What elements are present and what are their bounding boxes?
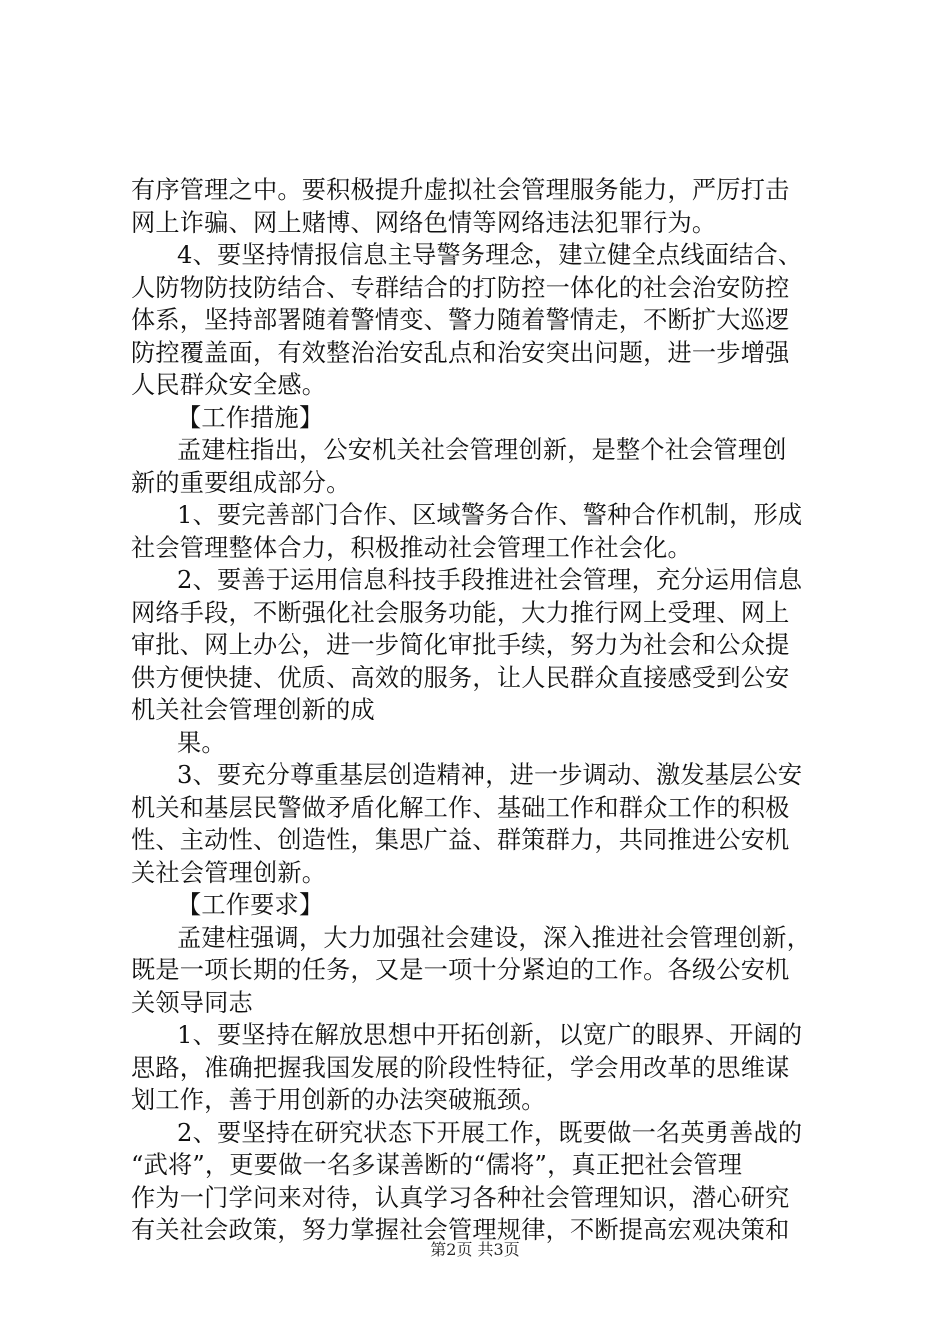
text-line: 【工作要求】 xyxy=(177,891,324,919)
text-line: 社会管理整体合力，积极推动社会管理工作社会化。 xyxy=(131,533,692,562)
text-line: 人民群众安全感。 xyxy=(131,371,327,399)
text-line: 果。 xyxy=(177,728,226,757)
text-line: 网上诈骗、网上赌博、网络色情等网络违法犯罪行为。 xyxy=(131,208,717,237)
text-line: 2、要善于运用信息科技手段推进社会管理，充分运用信息 xyxy=(177,566,803,594)
text-line: 孟建柱强调，大力加强社会建设，深入推进社会管理创新， xyxy=(177,923,812,952)
text-line: 4、要坚持情报信息主导警务理念，建立健全点线面结合、 xyxy=(177,241,803,269)
text-line: 人防物防技防结合、专群结合的打防控一体化的社会治安防控 xyxy=(131,273,790,302)
text-line: 既是一项长期的任务，又是一项十分紧迫的工作。各级公安机 xyxy=(131,956,790,984)
text-line: 有序管理之中。要积极提升虚拟社会管理服务能力，严厉打击 xyxy=(131,176,790,204)
text-line: 性、主动性、创造性，集思广益、群策群力，共同推进公安机 xyxy=(131,826,790,854)
document-body xyxy=(131,174,831,1247)
text-line: 1、要完善部门合作、区域警务合作、警种合作机制，形成 xyxy=(177,501,803,529)
text-line: 【工作措施】 xyxy=(177,403,324,432)
text-line: 3、要充分尊重基层创造精神，进一步调动、激发基层公安 xyxy=(177,761,803,789)
text-line: 划工作，善于用创新的办法突破瓶颈。 xyxy=(131,1086,546,1114)
text-line: 供方便快捷、优质、高效的服务，让人民群众直接感受到公安 xyxy=(131,663,790,692)
text-line: 体系，坚持部署随着警情变、警力随着警情走，不断扩大巡逻 xyxy=(131,306,790,334)
text-line: 机关社会管理创新的成 xyxy=(131,696,375,724)
text-line: 孟建柱指出，公安机关社会管理创新，是整个社会管理创 xyxy=(177,436,787,464)
text-line: 机关和基层民警做矛盾化解工作、基础工作和群众工作的积极 xyxy=(131,793,790,822)
text-line: 网络手段，不断强化社会服务功能，大力推行网上受理、网上 xyxy=(131,598,790,627)
text-line: 新的重要组成部分。 xyxy=(131,468,351,497)
text-line: 防控覆盖面，有效整治治安乱点和治安突出问题，进一步增强 xyxy=(131,338,790,367)
text-line: 关领导同志 xyxy=(131,988,253,1017)
text-line: 审批、网上办公，进一步简化审批手续，努力为社会和公众提 xyxy=(131,631,790,659)
text-line: 思路，准确把握我国发展的阶段性特征，学会用改革的思维谋 xyxy=(131,1053,790,1082)
text-line: “武将”，更要做一名多谋善断的“儒将”，真正把社会管理 xyxy=(131,1151,743,1179)
text-line: 2、要坚持在研究状态下开展工作，既要做一名英勇善战的 xyxy=(177,1118,803,1147)
page-number-footer: 第2页 共3页 xyxy=(430,1240,520,1259)
text-line: 1、要坚持在解放思想中开拓创新，以宽广的眼界、开阔的 xyxy=(177,1021,803,1049)
text-line: 作为一门学问来对待，认真学习各种社会管理知识，潜心研究 xyxy=(131,1183,790,1212)
text-line: 有关社会政策，努力掌握社会管理规律，不断提高宏观决策和 xyxy=(131,1216,790,1244)
text-line: 关社会管理创新。 xyxy=(131,858,327,887)
